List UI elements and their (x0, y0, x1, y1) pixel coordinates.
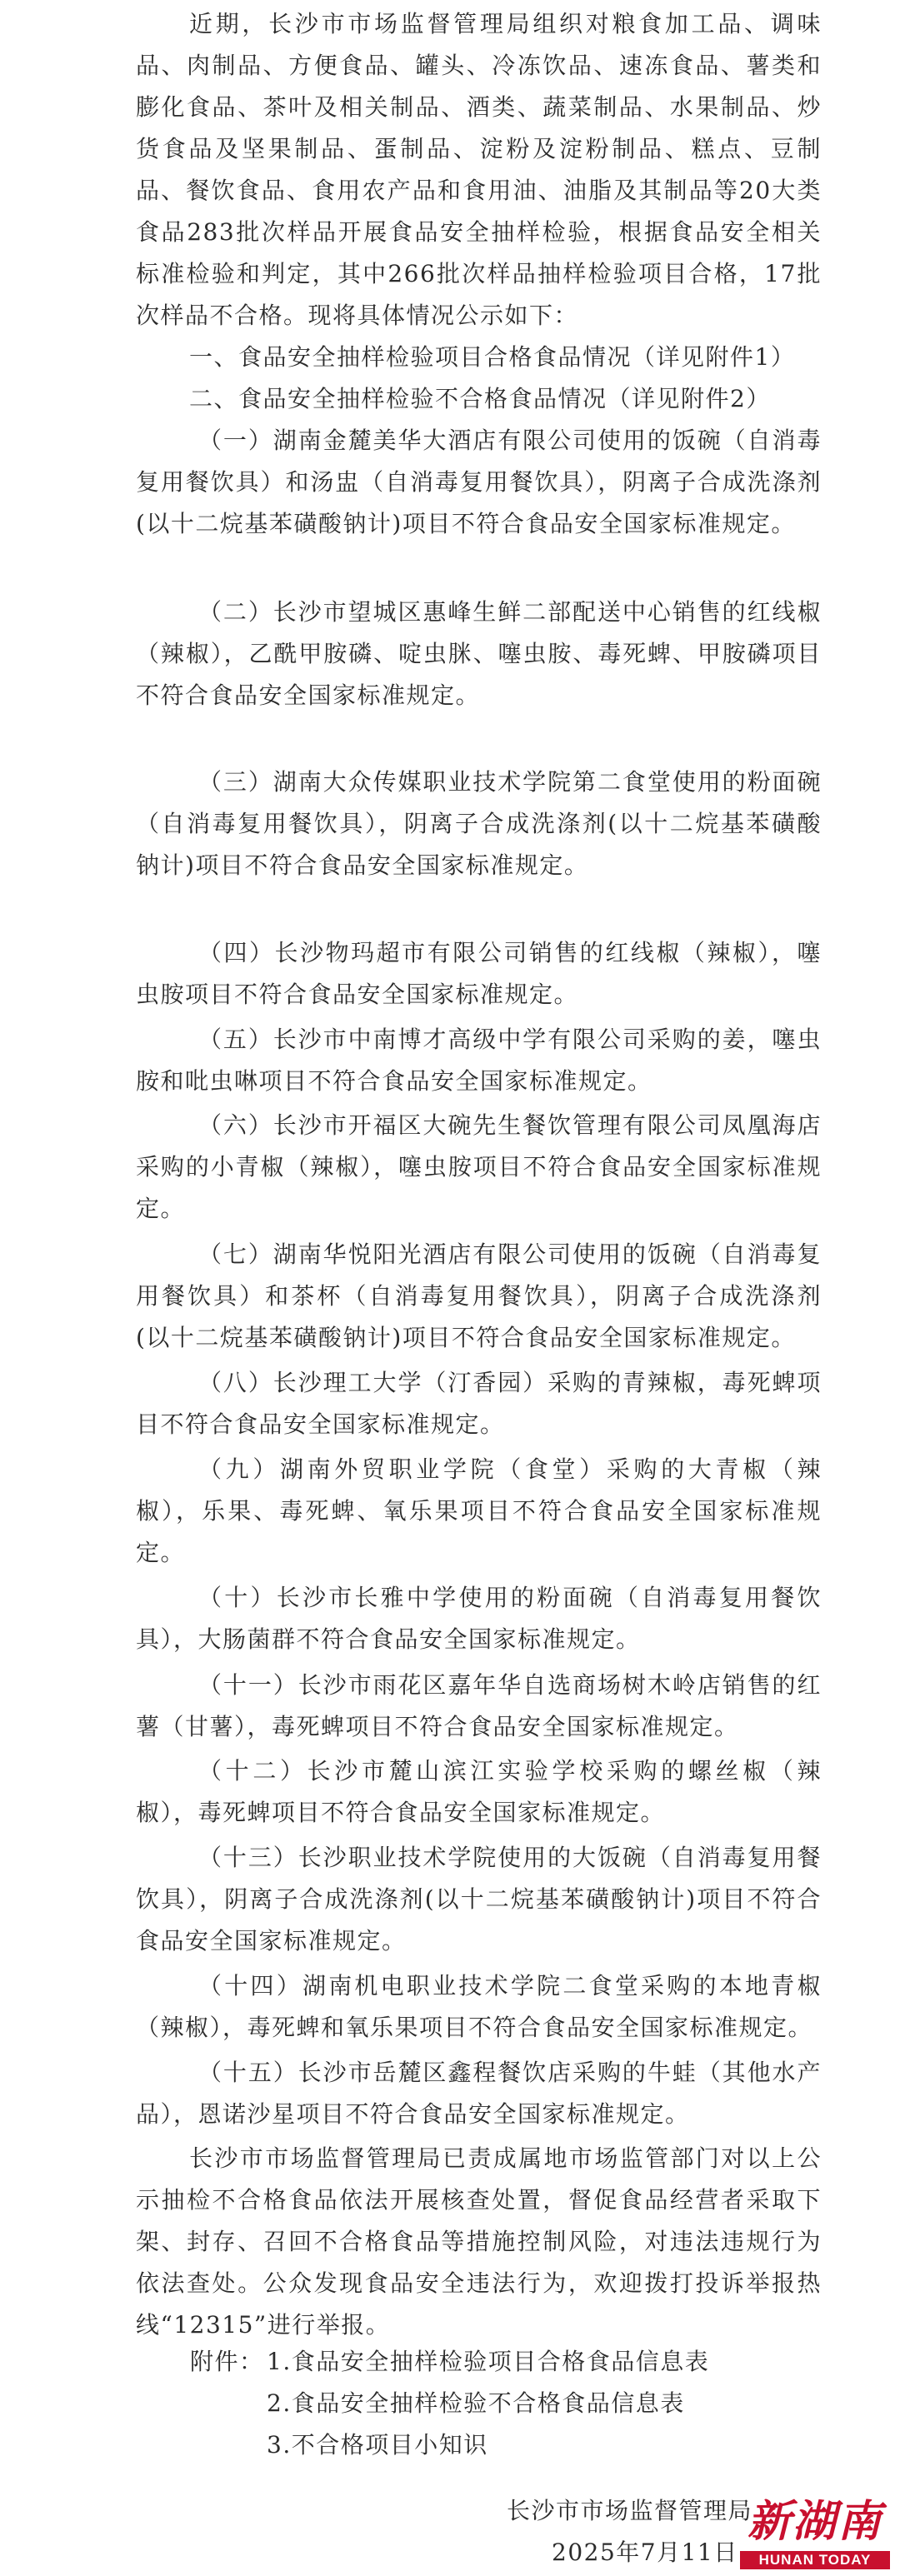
unqualified-item: （十一）长沙市雨花区嘉年华自选商场树木岭店销售的红薯（甘薯），毒死蜱项目不符合食品安全国家标准规定。 (136, 1671, 822, 1740)
unqualified-item: （十三）长沙职业技术学院使用的大饭碗（自消毒复用餐饮具），阴离子合成洗涤剂(以十二烷基苯磺酸钠计)项目不符合食品安全国家标准规定。 (136, 1844, 822, 1954)
watermark-chinese-text: 新湖南 (747, 2496, 882, 2547)
unqualified-item: （七）湖南华悦阳光酒店有限公司使用的饭碗（自消毒复用餐饮具）和茶杯（自消毒复用餐饮具），阴离子合成洗涤剂(以十二烷基苯磺酸钠计)项目不符合食品安全国家标准规定。 (136, 1241, 822, 1351)
attachment-link[interactable]: 1.食品安全抽样检验项目合格食品信息表 (267, 2348, 710, 2375)
unqualified-item: （十五）长沙市岳麓区鑫程餐饮店采购的牛蛙（其他水产品），恩诺沙星项目不符合食品安全国家标准规定。 (136, 2059, 822, 2128)
signature-date: 2025年7月11日 (552, 2539, 738, 2566)
intro-paragraph: 近期，长沙市市场监督管理局组织对粮食加工品、调味品、肉制品、方便食品、罐头、冷冻饮品、速冻食品、薯类和膨化食品、茶叶及相关制品、酒类、蔬菜制品、水果制品、炒货食品及坚果制品、蛋制品、淀粉及淀粉制品、糕点、豆制品、餐饮食品、食用农产品和食用油、油脂及其制品等20大类食品283批次样品开展食品安全抽样检验，根据食品安全相关标准检验和判定，其中266批次样品抽样检验项目合格，17批次样品不合格。现将具体情况公示如下： (136, 10, 822, 329)
unqualified-item: （三）湖南大众传媒职业技术学院第二食堂使用的粉面碗（自消毒复用餐饮具），阴离子合成洗涤剂(以十二烷基苯磺酸钠计)项目不符合食品安全国家标准规定。 (136, 768, 822, 879)
signature-org: 长沙市市场监督管理局 (507, 2497, 753, 2524)
hunan-today-watermark-logo (740, 2498, 890, 2569)
unqualified-item: （十四）湖南机电职业技术学院二食堂采购的本地青椒（辣椒），毒死蜱和氧乐果项目不符合食品安全国家标准规定。 (136, 1972, 822, 2041)
section-heading-qualified: 一、食品安全抽样检验项目合格食品情况（详见附件1） (189, 343, 796, 371)
unqualified-item: （十）长沙市长雅中学使用的粉面碗（自消毒复用餐饮具），大肠菌群不符合食品安全国家标准规定。 (136, 1584, 822, 1653)
section-heading-unqualified: 二、食品安全抽样检验不合格食品情况（详见附件2） (189, 385, 771, 412)
unqualified-item: （九）湖南外贸职业学院（食堂）采购的大青椒（辣椒），乐果、毒死蜱、氧乐果项目不符合食品安全国家标准规定。 (136, 1455, 822, 1566)
unqualified-item: （十二）长沙市麓山滨江实验学校采购的螺丝椒（辣椒），毒死蜱项目不符合食品安全国家标准规定。 (136, 1757, 822, 1826)
closing-paragraph: 长沙市市场监督管理局已责成属地市场监管部门对以上公示抽检不合格食品依法开展核查处置，督促食品经营者采取下架、封存、召回不合格食品等措施控制风险，对违法违规行为依法查处。公众发现食品安全违法行为，欢迎拨打投诉举报热线“12315”进行举报。 (136, 2144, 822, 2339)
unqualified-item: （一）湖南金麓美华大酒店有限公司使用的饭碗（自消毒复用餐饮具）和汤盅（自消毒复用餐饮具），阴离子合成洗涤剂(以十二烷基苯磺酸钠计)项目不符合食品安全国家标准规定。 (136, 427, 822, 537)
unqualified-item: （二）长沙市望城区惠峰生鲜二部配送中心销售的红线椒（辣椒），乙酰甲胺磷、啶虫脒、噻虫胺、毒死蜱、甲胺磷项目不符合食品安全国家标准规定。 (136, 598, 822, 709)
attachment-link[interactable]: 2.食品安全抽样检验不合格食品信息表 (267, 2389, 685, 2417)
unqualified-item: （四）长沙物玛超市有限公司销售的红线椒（辣椒），噻虫胺项目不符合食品安全国家标准规定。 (136, 939, 822, 1008)
attachments-label: 附件： (190, 2348, 264, 2375)
unqualified-item: （六）长沙市开福区大碗先生餐饮管理有限公司凤凰海店采购的小青椒（辣椒），噻虫胺项目不符合食品安全国家标准规定。 (136, 1111, 822, 1222)
unqualified-item: （五）长沙市中南博才高级中学有限公司采购的姜，噻虫胺和吡虫啉项目不符合食品安全国家标准规定。 (136, 1026, 822, 1095)
unqualified-item: （八）长沙理工大学（汀香园）采购的青辣椒，毒死蜱项目不符合食品安全国家标准规定。 (136, 1369, 822, 1438)
watermark-english-text: HUNAN TODAY (740, 2551, 890, 2569)
attachment-link[interactable]: 3.不合格项目小知识 (267, 2431, 488, 2459)
